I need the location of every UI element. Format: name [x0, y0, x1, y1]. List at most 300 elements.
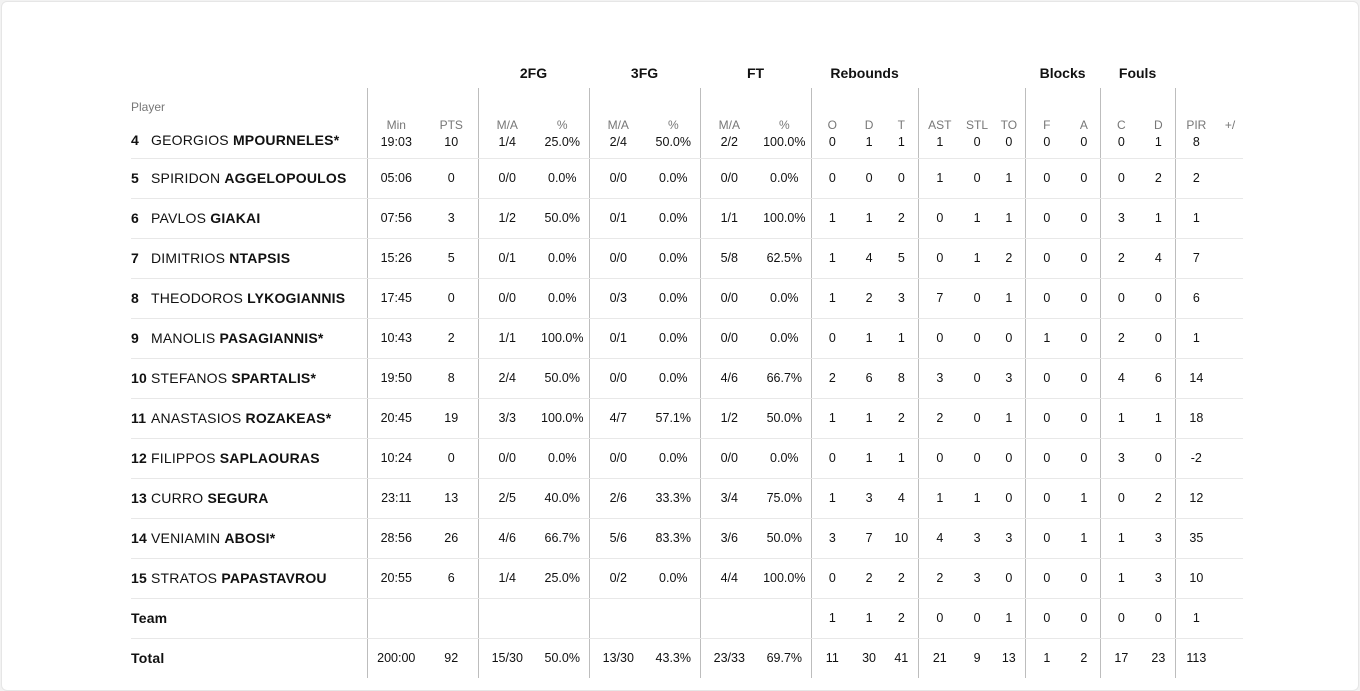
player-row — [131, 238, 1243, 278]
stat-reb-t: 8 — [885, 358, 918, 398]
stat-foul-d: 3 — [1142, 558, 1175, 598]
stat-reb-o: 1 — [811, 198, 853, 238]
stat-min: 17:45 — [367, 278, 425, 318]
stat-pts: 0 — [425, 278, 478, 318]
stat-pts: 26 — [425, 518, 478, 558]
player-row — [131, 158, 1243, 198]
stat-ft-ma: 23/33 — [700, 638, 758, 678]
stat-blk-f: 0 — [1025, 518, 1068, 558]
stat-fg3-pct: 0.0% — [647, 358, 700, 398]
stat-reb-d: 1 — [853, 438, 885, 478]
stat-reb-o: 1 — [811, 238, 853, 278]
stat-reb-d: 1 — [853, 398, 885, 438]
stat-plus-minus — [1217, 598, 1243, 638]
stat-blk-f: 0 — [1025, 558, 1068, 598]
stat-min: 28:56 — [367, 518, 425, 558]
stat-blk-a: 0 — [1068, 438, 1100, 478]
stat-foul-c: 1 — [1100, 518, 1142, 558]
stat-reb-t: 5 — [885, 238, 918, 278]
player-number: 7 — [131, 250, 139, 266]
stat-ast: 0 — [918, 438, 961, 478]
stat-plus-minus — [1217, 198, 1243, 238]
stat-pts: 0 — [425, 438, 478, 478]
stat-blk-a: 0 — [1068, 558, 1100, 598]
col-header-blk-f[interactable]: F — [1025, 88, 1068, 132]
stat-reb-t: 0 — [885, 158, 918, 198]
stat-to: 1 — [993, 398, 1025, 438]
stat-reb-o: 1 — [811, 278, 853, 318]
player-first-name: MANOLIS — [151, 330, 216, 346]
player-name[interactable] — [131, 158, 367, 198]
stat-foul-c: 0 — [1100, 278, 1142, 318]
stat-reb-d: 1 — [853, 318, 885, 358]
stat-to: 0 — [993, 558, 1025, 598]
player-row — [131, 518, 1243, 558]
stat-min: 20:45 — [367, 398, 425, 438]
stat-pir: 113 — [1175, 638, 1217, 678]
stat-fg3-pct: 0.0% — [647, 238, 700, 278]
stat-foul-c: 3 — [1100, 438, 1142, 478]
stat-fg2-ma: 0/0 — [478, 158, 536, 198]
stat-reb-d: 6 — [853, 358, 885, 398]
stat-foul-d: 0 — [1142, 438, 1175, 478]
boxscore-card — [1, 1, 1359, 691]
stat-foul-c: 2 — [1100, 318, 1142, 358]
stat-min: 19:50 — [367, 358, 425, 398]
col-header-fg3-pct[interactable]: % — [667, 118, 679, 132]
stat-pir: 12 — [1175, 478, 1217, 518]
stat-fg2-ma: 0/1 — [478, 238, 536, 278]
stat-reb-d: 0 — [853, 158, 885, 198]
stat-fg2-pct: 0.0% — [536, 438, 589, 478]
stat-fg2-ma: 0/0 — [478, 278, 536, 318]
stat-to: 3 — [993, 518, 1025, 558]
stat-stl: 0 — [961, 278, 993, 318]
stat-reb-t: 2 — [885, 558, 918, 598]
stat-foul-d: 2 — [1142, 158, 1175, 198]
stat-reb-t: 4 — [885, 478, 918, 518]
stat-ft-pct: 0.0% — [758, 318, 811, 358]
stat-blk-a: 0 — [1068, 238, 1100, 278]
stat-fg2-pct: 0.0% — [536, 158, 589, 198]
stat-fg3-ma: 2/6 — [589, 478, 647, 518]
stat-to: 13 — [1001, 651, 1016, 666]
stat-ast: 1 — [918, 158, 961, 198]
stat-plus-minus — [1217, 278, 1243, 318]
group-blocks: Blocks — [1039, 65, 1086, 81]
player-row — [131, 358, 1243, 398]
player-row — [131, 558, 1243, 598]
stat-ast: 7 — [918, 278, 961, 318]
stat-reb-o: 0 — [811, 438, 853, 478]
stat-foul-c: 1 — [1100, 398, 1142, 438]
stat-ft-ma: 3/4 — [700, 478, 758, 518]
player-first-name: DIMITRIOS — [151, 250, 226, 266]
stat-fg3-ma: 5/6 — [589, 518, 647, 558]
stat-plus-minus — [1217, 478, 1243, 518]
stat-stl: 0 — [961, 132, 993, 158]
player-number: 10 — [131, 370, 147, 386]
stat-reb-o: 2 — [811, 358, 853, 398]
col-header-ast[interactable]: AST — [918, 88, 961, 132]
stat-blk-a: 0 — [1068, 318, 1100, 358]
stat-ft-ma: 0/0 — [700, 278, 758, 318]
player-number: 11 — [131, 410, 147, 426]
player-name[interactable] — [131, 318, 367, 358]
stat-ft-pct: 66.7% — [758, 358, 811, 398]
stat-stl: 0 — [961, 398, 993, 438]
col-header-reb-d[interactable]: D — [864, 118, 874, 132]
col-header-fg2-ma[interactable]: M/A — [478, 88, 536, 132]
player-row — [131, 398, 1243, 438]
stat-fg3-pct: 0.0% — [647, 198, 700, 238]
stat-reb-d: 2 — [853, 278, 885, 318]
stat-plus-minus — [1217, 438, 1243, 478]
stat-blk-a: 0 — [1068, 358, 1100, 398]
player-last-name: LYKOGIANNIS — [247, 290, 346, 306]
stat-blk-a: 0 — [1068, 598, 1100, 638]
col-header-fg3-ma[interactable]: M/A — [589, 88, 647, 132]
stat-ft-ma: 3/6 — [700, 518, 758, 558]
team-label: Team — [131, 598, 367, 638]
stat-ft-ma: 1/1 — [700, 198, 758, 238]
stat-blk-f: 0 — [1025, 398, 1068, 438]
col-header-foul-c[interactable]: C — [1100, 88, 1142, 132]
stat-stl: 0 — [961, 598, 993, 638]
player-number: 12 — [131, 450, 147, 466]
col-header-pts[interactable]: PTS — [439, 118, 463, 132]
stat-min: 05:06 — [367, 158, 425, 198]
stat-reb-t: 3 — [885, 278, 918, 318]
stat-stl: 3 — [961, 558, 993, 598]
stat-to: 1 — [993, 198, 1025, 238]
stat-fg2-ma: 1/2 — [478, 198, 536, 238]
stat-pir: 6 — [1175, 278, 1217, 318]
stat-pts: 0 — [425, 158, 478, 198]
stat-ft-ma: 0/0 — [700, 318, 758, 358]
stat-pts — [425, 598, 478, 638]
stat-plus-minus — [1217, 132, 1243, 158]
stat-fg2-pct: 50.0% — [536, 358, 589, 398]
stat-fg3-pct: 0.0% — [647, 438, 700, 478]
stat-fg3-ma: 0/3 — [589, 278, 647, 318]
stat-to: 2 — [993, 238, 1025, 278]
player-name[interactable] — [131, 518, 367, 558]
stat-plus-minus — [1217, 518, 1243, 558]
stat-fg3-ma: 4/7 — [589, 398, 647, 438]
stat-pir: 18 — [1175, 398, 1217, 438]
stat-fg2-pct: 50.0% — [536, 198, 589, 238]
stat-to: 0 — [993, 132, 1025, 158]
col-header-reb-t[interactable]: T — [897, 118, 905, 132]
stat-ft-ma: 0/0 — [700, 438, 758, 478]
stat-foul-c: 17 — [1100, 638, 1142, 678]
stat-min: 200:00 — [367, 638, 425, 678]
player-last-name: NTAPSIS — [229, 250, 291, 266]
stat-pts: 19 — [425, 398, 478, 438]
stat-fg3-ma: 0/0 — [589, 158, 647, 198]
player-first-name: FILIPPOS — [151, 450, 216, 466]
player-number: 6 — [131, 210, 139, 226]
stat-pir: 1 — [1175, 598, 1217, 638]
player-first-name: SPIRIDON — [151, 170, 221, 186]
player-name[interactable] — [131, 398, 367, 438]
stat-reb-d: 2 — [853, 558, 885, 598]
stat-plus-minus — [1217, 318, 1243, 358]
stat-reb-d: 4 — [853, 238, 885, 278]
column-header-row — [131, 88, 1243, 132]
player-rows — [131, 132, 1243, 678]
col-header-fg2-pct[interactable]: % — [556, 118, 568, 132]
player-last-name: MPOURNELES* — [232, 132, 340, 148]
col-header-ft-ma[interactable]: M/A — [700, 88, 758, 132]
stat-fg2-pct: 25.0% — [536, 558, 589, 598]
stat-ft-pct: 62.5% — [758, 238, 811, 278]
stat-blk-f: 1 — [1025, 638, 1068, 678]
stat-foul-c: 0 — [1100, 158, 1142, 198]
group-rebounds: Rebounds — [830, 65, 899, 81]
player-number: 9 — [131, 330, 139, 346]
stat-blk-f: 0 — [1025, 478, 1068, 518]
stat-fg3-ma: 0/1 — [589, 318, 647, 358]
player-last-name: SPARTALIS* — [231, 370, 317, 386]
player-name[interactable] — [131, 238, 367, 278]
boxscore-table — [131, 58, 1243, 678]
stat-fg2-pct: 25.0% — [536, 132, 589, 158]
stat-ft-ma: 4/4 — [700, 558, 758, 598]
stat-blk-a: 0 — [1068, 198, 1100, 238]
player-row — [131, 318, 1243, 358]
stat-blk-a: 0 — [1068, 398, 1100, 438]
stat-min: 23:11 — [367, 478, 425, 518]
player-number: 4 — [131, 132, 139, 148]
stat-fg3-pct: 0.0% — [647, 558, 700, 598]
stat-pts: 5 — [425, 238, 478, 278]
player-row — [131, 478, 1243, 518]
group-ft: FT — [746, 65, 765, 81]
total-label: Total — [131, 650, 165, 667]
stat-min: 07:56 — [367, 198, 425, 238]
player-name[interactable] — [131, 478, 367, 518]
stat-reb-t: 2 — [885, 398, 918, 438]
stat-to: 0 — [993, 478, 1025, 518]
stat-to: 1 — [993, 598, 1025, 638]
stat-ast: 3 — [918, 358, 961, 398]
stat-pts: 8 — [425, 358, 478, 398]
stat-fg2-ma: 2/4 — [478, 358, 536, 398]
stat-stl: 1 — [961, 198, 993, 238]
col-header-plus-minus[interactable]: +/ — [1224, 118, 1236, 132]
stat-fg2-pct: 0.0% — [536, 238, 589, 278]
stat-fg3-pct — [647, 598, 700, 638]
stat-stl: 9 — [973, 651, 981, 666]
stat-to: 3 — [993, 358, 1025, 398]
team-row — [131, 598, 1243, 638]
group-3fg: 3FG — [630, 65, 659, 81]
stat-blk-a: 1 — [1068, 518, 1100, 558]
player-name[interactable] — [131, 438, 367, 478]
player-name[interactable] — [131, 278, 367, 318]
stat-reb-o: 11 — [811, 638, 853, 678]
player-last-name: PASAGIANNIS* — [219, 330, 324, 346]
player-first-name: VENIAMIN — [151, 530, 221, 546]
player-first-name: CURRO — [151, 490, 204, 506]
stat-fg3-pct: 57.1% — [647, 398, 700, 438]
stat-blk-a: 0 — [1068, 132, 1100, 158]
stat-foul-d: 0 — [1142, 278, 1175, 318]
stat-plus-minus — [1217, 238, 1243, 278]
stat-plus-minus — [1217, 638, 1243, 678]
stat-stl: 0 — [961, 318, 993, 358]
stat-ft-pct: 0.0% — [758, 158, 811, 198]
stat-foul-d: 4 — [1142, 238, 1175, 278]
stat-min: 15:26 — [367, 238, 425, 278]
col-header-blk-a[interactable]: A — [1079, 118, 1088, 132]
group-header-row — [131, 58, 1243, 88]
stat-reb-o: 0 — [811, 132, 853, 158]
stat-fg2-pct: 100.0% — [536, 398, 589, 438]
stat-reb-t: 1 — [885, 132, 918, 158]
stat-foul-d: 1 — [1142, 132, 1175, 158]
stat-min: 10:24 — [367, 438, 425, 478]
stat-pts: 3 — [425, 198, 478, 238]
stat-ast: 0 — [918, 238, 961, 278]
stat-blk-a: 2 — [1080, 651, 1088, 666]
stat-ast: 2 — [918, 558, 961, 598]
stat-stl: 1 — [961, 478, 993, 518]
stat-fg3-ma: 0/0 — [589, 358, 647, 398]
stat-reb-o: 0 — [811, 318, 853, 358]
player-row — [131, 198, 1243, 238]
stat-fg3-ma: 0/0 — [589, 238, 647, 278]
stat-plus-minus — [1217, 398, 1243, 438]
stat-pts: 10 — [425, 132, 478, 158]
player-first-name: PAVLOS — [151, 210, 207, 226]
stat-pir: -2 — [1175, 438, 1217, 478]
col-header-ft-pct[interactable]: % — [778, 118, 790, 132]
stat-pir: 35 — [1175, 518, 1217, 558]
stat-blk-a: 0 — [1068, 158, 1100, 198]
stat-blk-a: 0 — [1068, 278, 1100, 318]
stat-fg3-ma: 2/4 — [589, 132, 647, 158]
player-first-name: STRATOS — [151, 570, 218, 586]
total-row — [131, 638, 1243, 678]
player-first-name: ANASTASIOS — [151, 410, 242, 426]
stat-fg3-ma: 0/1 — [589, 198, 647, 238]
col-header-min[interactable]: Min — [367, 88, 425, 132]
stat-fg2-ma: 1/1 — [478, 318, 536, 358]
stat-reb-o: 0 — [811, 158, 853, 198]
player-name[interactable] — [131, 358, 367, 398]
stat-foul-d: 0 — [1142, 598, 1175, 638]
stat-reb-o: 1 — [811, 398, 853, 438]
stat-fg3-pct: 43.3% — [655, 651, 691, 666]
stat-ast: 21 — [918, 638, 961, 678]
stat-pir: 7 — [1175, 238, 1217, 278]
stat-pts: 2 — [425, 318, 478, 358]
stat-ft-pct — [758, 598, 811, 638]
stat-fg2-pct: 40.0% — [536, 478, 589, 518]
stat-foul-c: 1 — [1100, 558, 1142, 598]
stat-blk-f: 0 — [1025, 158, 1068, 198]
stat-blk-f: 1 — [1025, 318, 1068, 358]
stat-fg3-pct: 83.3% — [647, 518, 700, 558]
stat-pir: 10 — [1175, 558, 1217, 598]
stat-reb-o: 3 — [811, 518, 853, 558]
stat-plus-minus — [1217, 358, 1243, 398]
player-name[interactable] — [131, 198, 367, 238]
stat-stl: 3 — [961, 518, 993, 558]
stat-ft-ma — [700, 598, 758, 638]
stat-pts: 92 — [444, 651, 459, 666]
player-name[interactable] — [131, 558, 367, 598]
player-last-name: SAPLAOURAS — [219, 450, 320, 466]
player-last-name: ROZAKEAS* — [245, 410, 332, 426]
col-header-player[interactable]: Player — [131, 100, 166, 114]
stat-fg3-ma — [589, 598, 647, 638]
stat-foul-d: 1 — [1142, 198, 1175, 238]
player-first-name: THEODOROS — [151, 290, 244, 306]
stat-to: 1 — [993, 158, 1025, 198]
stat-pts: 6 — [425, 558, 478, 598]
col-header-pir[interactable]: PIR — [1175, 88, 1217, 132]
stat-ft-ma: 0/0 — [700, 158, 758, 198]
player-number: 15 — [131, 570, 147, 586]
stat-fg2-ma: 0/0 — [478, 438, 536, 478]
stat-reb-d: 30 — [862, 651, 876, 666]
player-row — [131, 438, 1243, 478]
stat-fg3-pct: 33.3% — [647, 478, 700, 518]
stat-ast: 0 — [918, 598, 961, 638]
player-last-name: ABOSI* — [224, 530, 276, 546]
col-header-to[interactable]: TO — [1000, 118, 1018, 132]
stat-plus-minus — [1217, 158, 1243, 198]
stat-ft-pct: 0.0% — [758, 438, 811, 478]
col-header-foul-d[interactable]: D — [1153, 118, 1163, 132]
stat-reb-t: 2 — [885, 198, 918, 238]
stat-stl: 1 — [961, 238, 993, 278]
stat-fg3-pct: 0.0% — [647, 158, 700, 198]
col-header-reb-o[interactable]: O — [811, 88, 853, 132]
stat-ast: 1 — [918, 478, 961, 518]
stat-min — [367, 598, 425, 638]
stat-ft-pct: 100.0% — [758, 132, 811, 158]
stat-fg3-pct: 0.0% — [647, 318, 700, 358]
player-name[interactable] — [131, 132, 367, 158]
stat-to: 0 — [993, 438, 1025, 478]
stat-blk-f: 0 — [1025, 358, 1068, 398]
stat-foul-d: 2 — [1142, 478, 1175, 518]
stat-foul-c: 2 — [1100, 238, 1142, 278]
stat-fg3-ma: 0/2 — [589, 558, 647, 598]
stat-reb-t: 2 — [885, 598, 918, 638]
col-header-stl[interactable]: STL — [966, 118, 989, 132]
player-number: 13 — [131, 490, 147, 506]
stat-to: 0 — [993, 318, 1025, 358]
stat-fg2-ma — [478, 598, 536, 638]
player-first-name: GEORGIOS — [151, 132, 229, 148]
stat-ft-pct: 69.7% — [766, 651, 803, 666]
stat-fg3-pct: 0.0% — [647, 278, 700, 318]
stat-foul-c: 0 — [1100, 132, 1142, 158]
player-row — [131, 278, 1243, 318]
stat-min: 10:43 — [367, 318, 425, 358]
stat-pir: 14 — [1175, 358, 1217, 398]
stat-reb-t: 10 — [885, 518, 918, 558]
stat-reb-d: 3 — [853, 478, 885, 518]
stat-reb-t: 1 — [885, 318, 918, 358]
player-last-name: GIAKAI — [210, 210, 261, 226]
